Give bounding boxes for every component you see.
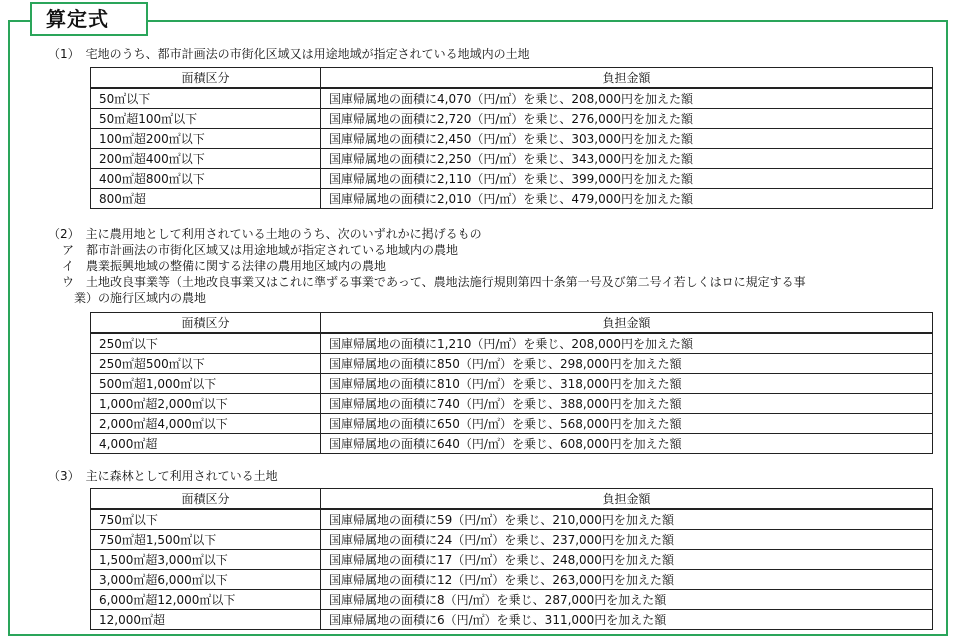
- col-amount-header: 負担金額: [321, 68, 933, 89]
- section-2-item-i: イ 農業振興地域の整備に関する法律の農用地区域内の農地: [62, 259, 387, 273]
- table-row: [91, 109, 933, 129]
- area-cell: 2,000㎡超4,000㎡以下: [91, 414, 321, 434]
- area-cell: 6,000㎡超12,000㎡以下: [91, 590, 321, 610]
- col-area-header: 面積区分: [91, 313, 321, 334]
- amount-cell: 国庫帰属地の面積に17（円/㎡）を乗じ、248,000円を加えた額: [321, 550, 933, 570]
- section-3-heading: （3） 主に森林として利用されている土地: [48, 469, 278, 483]
- table-row: [91, 570, 933, 590]
- table-row: [91, 434, 933, 454]
- area-cell: 100㎡超200㎡以下: [91, 129, 321, 149]
- amount-cell: 国庫帰属地の面積に740（円/㎡）を乗じ、388,000円を加えた額: [321, 394, 933, 414]
- section-2-item-u-cont: 業）の施行区域内の農地: [74, 291, 207, 305]
- table-row: [91, 189, 933, 209]
- amount-cell: 国庫帰属地の面積に6（円/㎡）を乗じ、311,000円を加えた額: [321, 610, 933, 630]
- area-cell: 400㎡超800㎡以下: [91, 169, 321, 189]
- amount-cell: 国庫帰属地の面積に4,070（円/㎡）を乗じ、208,000円を加えた額: [321, 88, 933, 109]
- amount-cell: 国庫帰属地の面積に850（円/㎡）を乗じ、298,000円を加えた額: [321, 354, 933, 374]
- table-row: [91, 550, 933, 570]
- table-row: [91, 374, 933, 394]
- area-cell: 50㎡以下: [91, 88, 321, 109]
- amount-cell: 国庫帰属地の面積に8（円/㎡）を乗じ、287,000円を加えた額: [321, 590, 933, 610]
- section-1-heading: （1） 宅地のうち、都市計画法の市街化区域又は用途地域が指定されている地域内の土地: [48, 47, 530, 61]
- col-area-header: 面積区分: [91, 489, 321, 510]
- table-row: [91, 509, 933, 530]
- table-row: [91, 169, 933, 189]
- amount-cell: 国庫帰属地の面積に24（円/㎡）を乗じ、237,000円を加えた額: [321, 530, 933, 550]
- amount-cell: 国庫帰属地の面積に810（円/㎡）を乗じ、318,000円を加えた額: [321, 374, 933, 394]
- area-cell: 500㎡超1,000㎡以下: [91, 374, 321, 394]
- amount-cell: 国庫帰属地の面積に59（円/㎡）を乗じ、210,000円を加えた額: [321, 509, 933, 530]
- section-2-heading: （2） 主に農用地として利用されている土地のうち、次のいずれかに掲げるもの: [48, 227, 482, 241]
- section-3-table: [90, 488, 933, 630]
- section-2-table: [90, 312, 933, 454]
- col-amount-header: 負担金額: [321, 489, 933, 510]
- table-row: [91, 354, 933, 374]
- table-row: [91, 88, 933, 109]
- amount-cell: 国庫帰属地の面積に2,010（円/㎡）を乗じ、479,000円を加えた額: [321, 189, 933, 209]
- table-row: [91, 414, 933, 434]
- amount-cell: 国庫帰属地の面積に2,450（円/㎡）を乗じ、303,000円を加えた額: [321, 129, 933, 149]
- col-amount-header: 負担金額: [321, 313, 933, 334]
- amount-cell: 国庫帰属地の面積に2,110（円/㎡）を乗じ、399,000円を加えた額: [321, 169, 933, 189]
- table-row: [91, 333, 933, 354]
- amount-cell: 国庫帰属地の面積に1,210（円/㎡）を乗じ、208,000円を加えた額: [321, 333, 933, 354]
- area-cell: 250㎡以下: [91, 333, 321, 354]
- amount-cell: 国庫帰属地の面積に2,250（円/㎡）を乗じ、343,000円を加えた額: [321, 149, 933, 169]
- amount-cell: 国庫帰属地の面積に2,720（円/㎡）を乗じ、276,000円を加えた額: [321, 109, 933, 129]
- table-row: [91, 149, 933, 169]
- area-cell: 3,000㎡超6,000㎡以下: [91, 570, 321, 590]
- table-row: [91, 590, 933, 610]
- area-cell: 1,500㎡超3,000㎡以下: [91, 550, 321, 570]
- table-row: [91, 610, 933, 630]
- area-cell: 250㎡超500㎡以下: [91, 354, 321, 374]
- col-area-header: 面積区分: [91, 68, 321, 89]
- area-cell: 4,000㎡超: [91, 434, 321, 454]
- page-title: 算定式: [30, 2, 148, 36]
- amount-cell: 国庫帰属地の面積に650（円/㎡）を乗じ、568,000円を加えた額: [321, 414, 933, 434]
- area-cell: 50㎡超100㎡以下: [91, 109, 321, 129]
- section-2-item-a: ア 都市計画法の市街化区域又は用途地域が指定されている地域内の農地: [62, 243, 459, 257]
- area-cell: 12,000㎡超: [91, 610, 321, 630]
- table-row: [91, 530, 933, 550]
- amount-cell: 国庫帰属地の面積に640（円/㎡）を乗じ、608,000円を加えた額: [321, 434, 933, 454]
- table-row: [91, 394, 933, 414]
- area-cell: 1,000㎡超2,000㎡以下: [91, 394, 321, 414]
- area-cell: 750㎡超1,500㎡以下: [91, 530, 321, 550]
- area-cell: 800㎡超: [91, 189, 321, 209]
- area-cell: 200㎡超400㎡以下: [91, 149, 321, 169]
- amount-cell: 国庫帰属地の面積に12（円/㎡）を乗じ、263,000円を加えた額: [321, 570, 933, 590]
- area-cell: 750㎡以下: [91, 509, 321, 530]
- table-row: [91, 129, 933, 149]
- section-1-table: [90, 67, 933, 209]
- section-2-item-u: ウ 土地改良事業等（土地改良事業又はこれに準ずる事業であって、農地法施行規則第四十条第一号及び第二号イ若しくはロに規定する事: [62, 275, 806, 289]
